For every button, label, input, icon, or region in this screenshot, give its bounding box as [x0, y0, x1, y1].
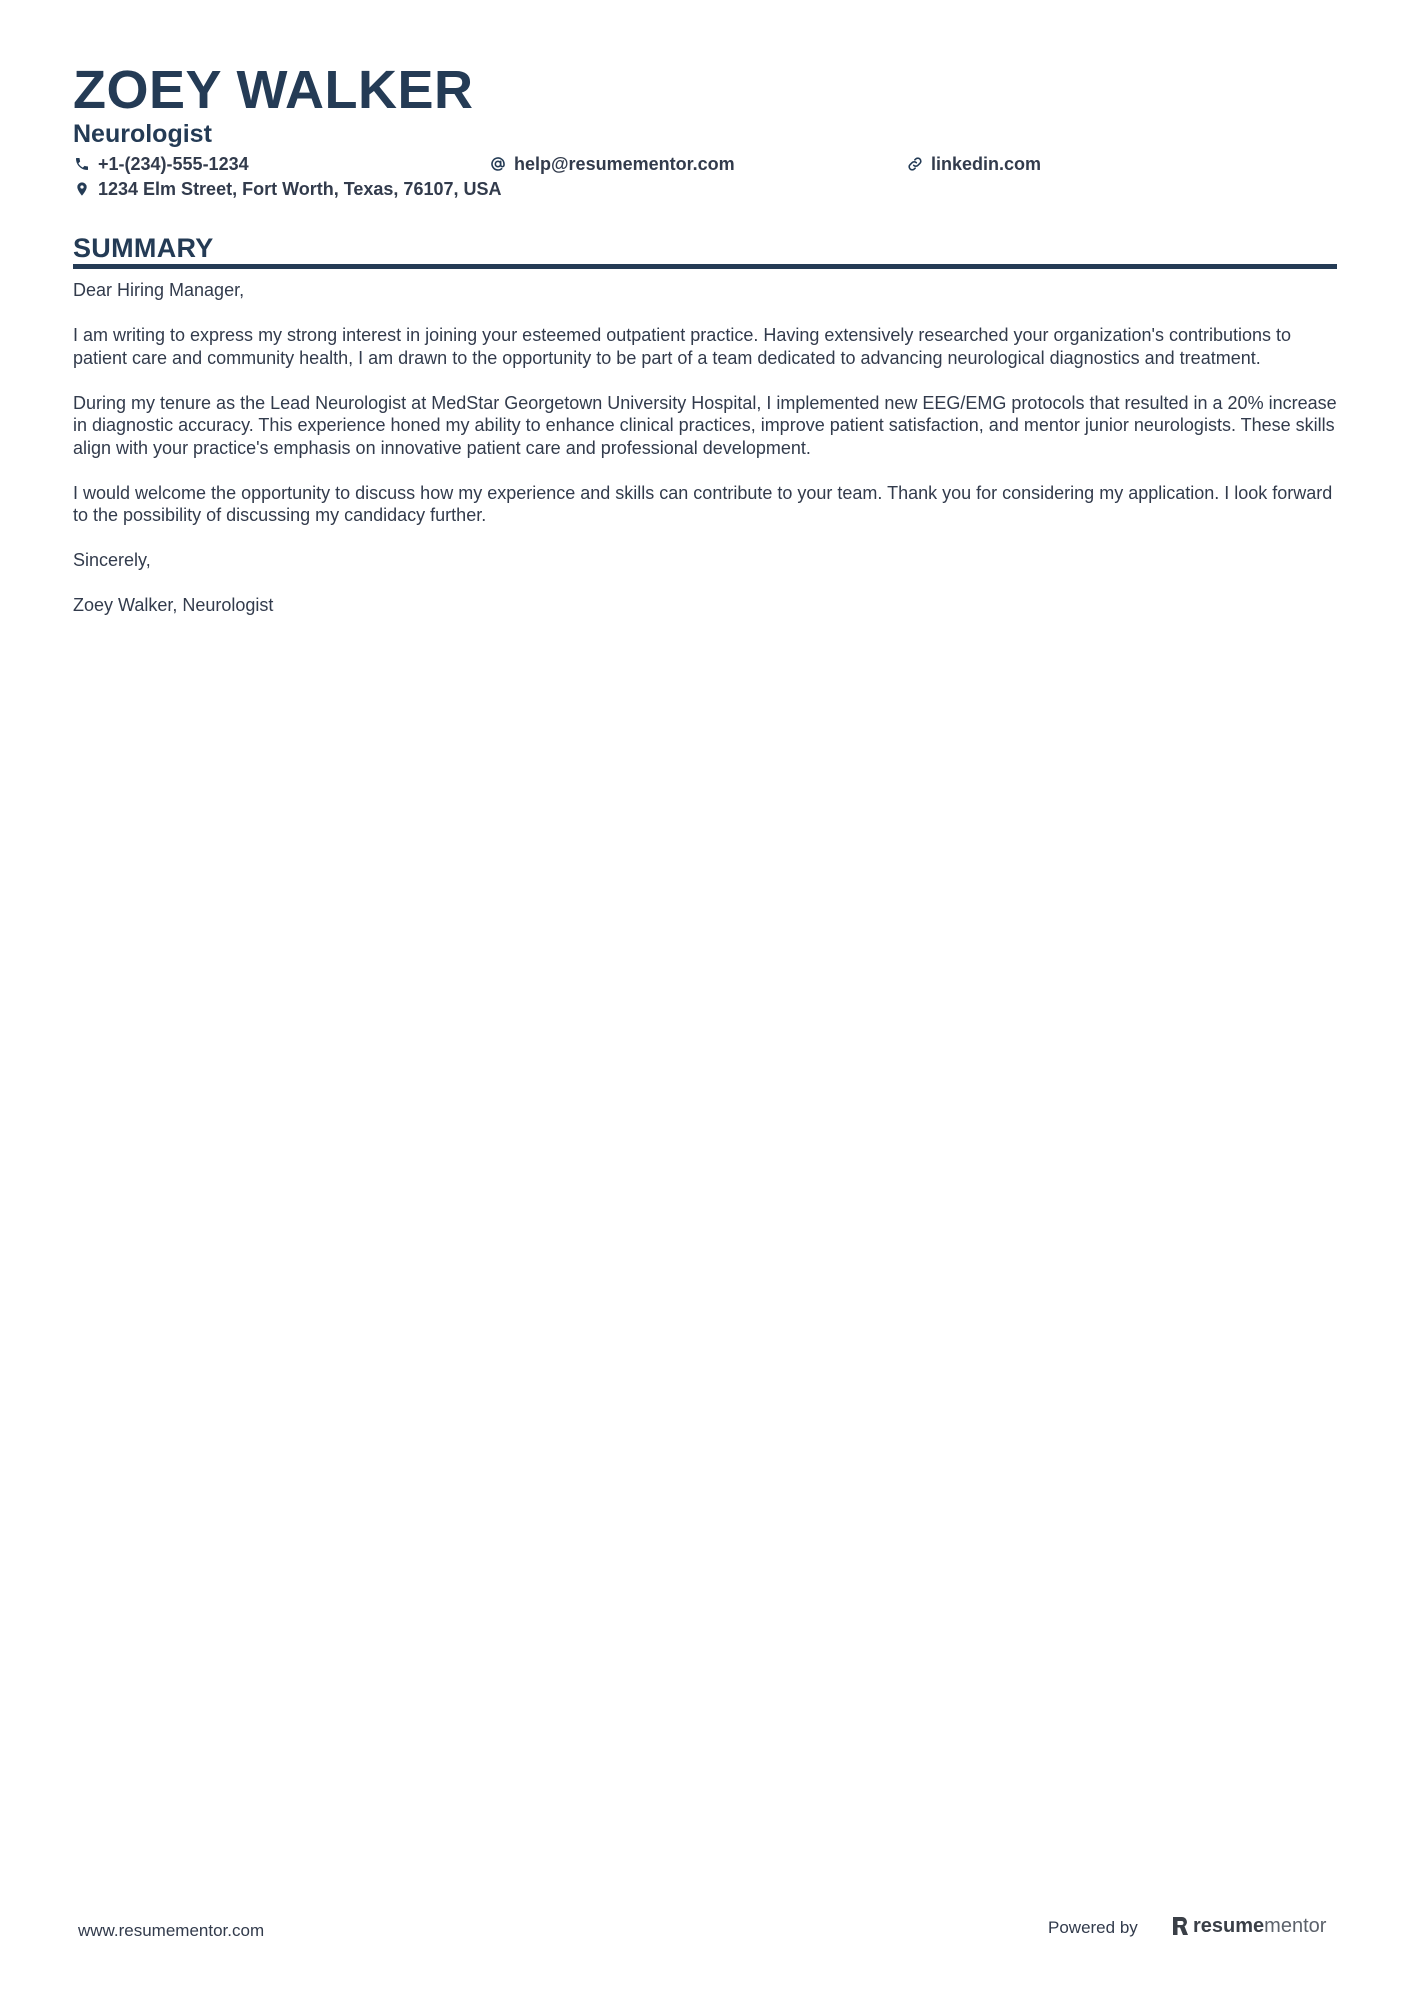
signature: Zoey Walker, Neurologist [73, 595, 274, 615]
contact-email[interactable] [489, 153, 735, 175]
letter-paragraph: I would welcome the opportunity to discuss how my experience and skills can contribute to your team. Thank you for considering my application. I look forward to the possibility of discussing my candidacy further. [73, 482, 1333, 525]
brand-name-bold: resume [1193, 1915, 1265, 1937]
contact-address [73, 178, 502, 200]
closing: Sincerely, [73, 550, 151, 570]
section-divider [73, 264, 1337, 269]
letter-paragraph: During my tenure as the Lead Neurologist at MedStar Georgetown University Hospital, I implemented new EEG/EMG protocols that resulted in a 20% increase in diagnostic accuracy. This experience honed my ability to enhance clinical practices, improve patient satisfaction, and mentor junior neurologists. These skills align with your practice's emphasis on innovative patient care and professional development. [73, 392, 1337, 458]
powered-by-label: Powered by [1048, 1918, 1138, 1937]
applicant-name: ZOEY WALKER [73, 60, 474, 120]
email-text: help@resumementor.com [514, 154, 735, 174]
website-text: linkedin.com [931, 154, 1042, 174]
applicant-title: Neurologist [73, 120, 212, 148]
link-icon [906, 155, 924, 173]
salutation: Dear Hiring Manager, [73, 280, 245, 300]
resumementor-logo[interactable] [1171, 1913, 1326, 1939]
phone-text: +1-(234)-555-1234 [98, 154, 249, 174]
brand-name-light: mentor [1264, 1915, 1327, 1937]
contact-phone [73, 153, 249, 175]
address-text: 1234 Elm Street, Fort Worth, Texas, 76107, USA [98, 179, 502, 199]
letter-paragraph: I am writing to express my strong interest in joining your esteemed outpatient practice. Having extensively researched your organization's contributions to patient care and community health, I am drawn to the opportunity to be part of a team dedicated to advancing neurological diagnostics and treatment. [73, 325, 1292, 368]
contact-website[interactable] [906, 153, 1041, 175]
at-sign-icon [489, 155, 507, 173]
footer-url[interactable]: www.resumementor.com [78, 1921, 265, 1940]
letter-body [73, 279, 1339, 639]
resumementor-logo-icon [1171, 1916, 1189, 1936]
summary-heading: SUMMARY [73, 233, 214, 263]
location-pin-icon [73, 180, 91, 198]
phone-icon [73, 155, 91, 173]
